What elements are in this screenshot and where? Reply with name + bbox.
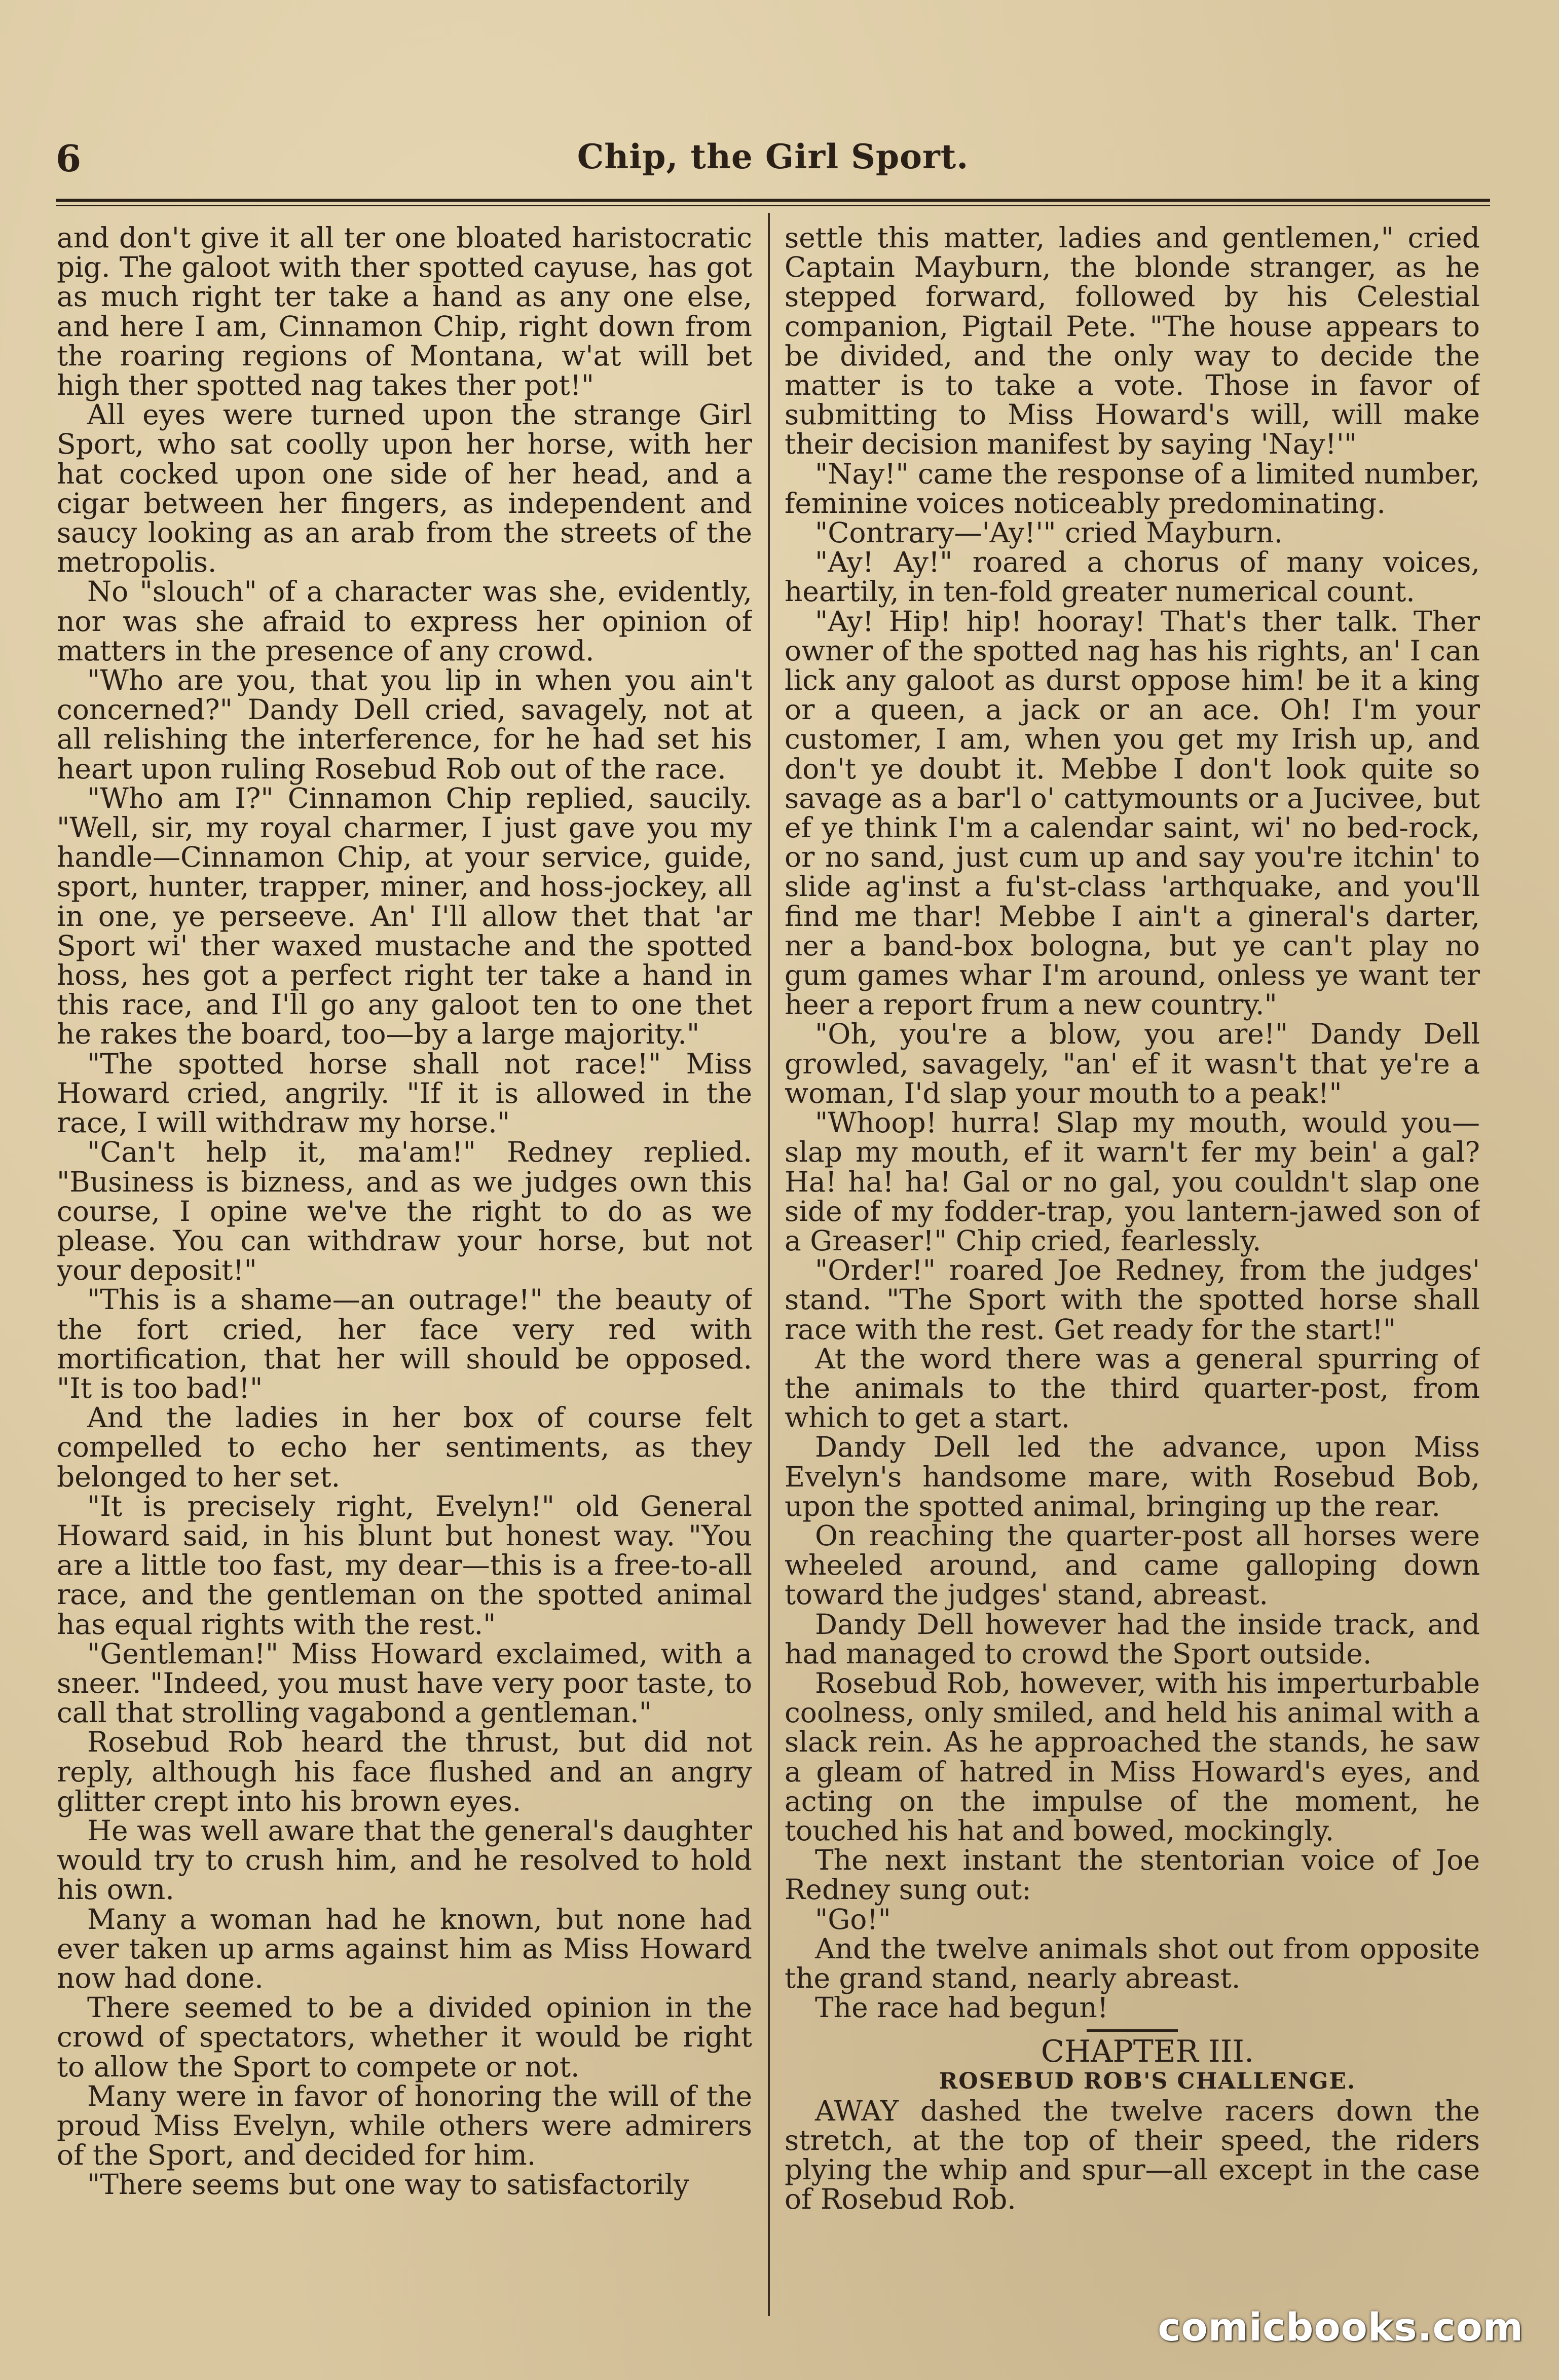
paragraph: "Ay! Hip! hip! hooray! That's ther talk. Ther owner of the spotted nag has his rights, an' I can lick any galoot as durst oppose him! be it a king or a queen, a jack or an ace. Oh! I'm your customer, I am, when you get my Irish up, and don't ye doubt it. Mebbe I don't look quite so savage as a bar'l o' cattymounts or a Jucivee, but ef ye think I'm a calendar saint, wi' no bed-rock, or no sand, just cum up and say you're itchin' to slide ag'inst a fu'st-class 'arthquake, and you'll find me thar! Mebbe I ain't a gineral's darter, ner a band-box bologna, but ye can't play no gum games whar I'm around, onless ye want ter heer a report frum a new country." <box>785 605 1480 1021</box>
paragraph: "Go!" <box>815 1903 891 1936</box>
paragraph: He was well aware that the general's daughter would try to crush him, and he resolved to hold his own. <box>57 1814 752 1906</box>
paragraph: "Who am I?" Cinnamon Chip replied, saucily. "Well, sir, my royal charmer, I just gave you my handle—Cinnamon Chip, at your service, guide, sport, hunter, trapper, miner, and hoss-jockey, all in one, ye perseeve. An' I'll allow thet that 'ar Sport wi' ther waxed mustache and the spotted hoss, hes got a perfect right ter take a hand in this race, and I'll go any galoot ten to one thet he rakes the board, too—by a large majority." <box>57 782 752 1051</box>
paragraph: "It is precisely right, Evelyn!" old General Howard said, in his blunt but honest way. "You are a little too fast, my dear—this is a free-to-all race, and the gentleman on the spotted animal has equal rights with the rest." <box>57 1490 752 1641</box>
paragraph: And the ladies in her box of course felt compelled to echo her sentiments, as they belonged to her set. <box>57 1401 752 1493</box>
paragraph: Rosebud Rob, however, with his imperturbable coolness, only smiled, and held his animal with a slack rein. As he approached the stands, he saw a gleam of hatred in Miss Howard's eyes, and acting on the impulse of the moment, he touched his hat and bowed, mockingly. <box>785 1666 1480 1847</box>
running-title: Chip, the Girl Sport. <box>577 137 969 176</box>
paragraph: settle this matter, ladies and gentlemen," cried Captain Mayburn, the blonde stranger, as he stepped forward, followed by his Celestial companion, Pigtail Pete. "The house appears to be divided, and the only way to decide the matter is to take a vote. Those in favor of submitting to Miss Howard's will, will make their decision manifest by saying 'Nay!'" <box>785 223 1480 461</box>
site-watermark: comicbooks.com <box>1158 2304 1524 2350</box>
header-rule <box>56 199 1490 206</box>
paragraph: "Nay!" came the response of a limited number, feminine voices noticeably predominating. <box>785 457 1480 519</box>
page-number: 6 <box>56 137 82 180</box>
paragraph: "Ay! Ay!" roared a chorus of many voices, heartily, in ten-fold greater numerical count. <box>785 546 1480 608</box>
paragraph: "The spotted horse shall not race!" Miss Howard cried, angrily. "If it is allowed in the race, I will withdraw my horse." <box>57 1047 752 1139</box>
paragraph: On reaching the quarter-post all horses were wheeled around, and came galloping down toward the judges' stand, abreast. <box>785 1519 1480 1611</box>
paragraph: All eyes were turned upon the strange Girl Sport, who sat coolly upon her horse, with her hat cocked upon one side of her head, and a cigar between her fingers, as independent and saucy looking as an arab from the streets of the metropolis. <box>57 398 752 579</box>
paragraph: Dandy Dell however had the inside track, and had managed to crowd the Sport outside. <box>785 1608 1480 1670</box>
right-column <box>785 223 1480 2326</box>
paragraph: AWAY dashed the twelve racers down the stretch, at the top of their speed, the riders plying the whip and spur—all except in the case of Rosebud Rob. <box>785 2094 1480 2216</box>
paragraph: "Who are you, that you lip in when you ain't concerned?" Dandy Dell cried, savagely, not at all relishing the interference, for he had set his heart upon ruling Rosebud Rob out of the race. <box>57 664 752 785</box>
paragraph: Rosebud Rob heard the thrust, but did not reply, although his face flushed and an angry glitter crept into his brown eyes. <box>57 1726 752 1817</box>
paragraph: "Whoop! hurra! Slap my mouth, would you—slap my mouth, ef it warn't fer my bein' a gal? Ha! ha! ha! Gal or no gal, you couldn't slap one side of my fodder-trap, you lantern-jawed son of a Greaser!" Chip cried, fearlessly. <box>785 1106 1480 1257</box>
paragraph: The next instant the stentorian voice of Joe Redney sung out: <box>785 1844 1480 1906</box>
chapter-heading: CHAPTER III. <box>1041 2034 1254 2070</box>
chapter-rule <box>1087 2029 1178 2032</box>
paragraph: "This is a shame—an outrage!" the beauty of the fort cried, her face very red with mortification, that her will should be opposed. "It is too bad!" <box>57 1283 752 1404</box>
paragraph: and don't give it all ter one bloated haristocratic pig. The galoot with ther spotted cayuse, has got as much right ter take a hand as any one else, and here I am, Cinnamon Chip, right down from the roaring regions of Montana, w'at will bet high ther spotted nag takes ther pot!" <box>57 223 752 402</box>
paragraph: Dandy Dell led the advance, upon Miss Evelyn's handsome mare, with Rosebud Bob, upon the spotted animal, bringing up the rear. <box>785 1431 1480 1522</box>
paragraph: "Contrary—'Ay!'" cried Mayburn. <box>815 516 1283 549</box>
chapter-subtitle: ROSEBUD ROB'S CHALLENGE. <box>939 2068 1356 2094</box>
paragraph: At the word there was a general spurring of the animals to the third quarter-post, from which to get a start. <box>785 1342 1480 1434</box>
paragraph: "Oh, you're a blow, you are!" Dandy Dell growled, savagely, "an' ef it wasn't that ye're a woman, I'd slap your mouth to a peak!" <box>785 1018 1480 1109</box>
page-header <box>56 137 1490 193</box>
left-column <box>57 223 752 2326</box>
paragraph: Many were in favor of honoring the will of the proud Miss Evelyn, while others were admirers of the Sport, and decided for him. <box>57 2079 752 2172</box>
paragraph: The race had begun! <box>815 1991 1108 2024</box>
column-divider <box>768 213 770 2316</box>
paragraph: There seemed to be a divided opinion in the crowd of spectators, whether it would be right to allow the Sport to compete or not. <box>57 1991 752 2083</box>
paragraph: No "slouch" of a character was she, evidently, nor was she afraid to express her opinion of matters in the presence of any crowd. <box>57 575 752 667</box>
paragraph: "There seems but one way to satisfactorily <box>87 2168 690 2201</box>
paragraph: "Can't help it, ma'am!" Redney replied. "Business is bizness, and as we judges own this course, I opine we've the right to do as we please. You can withdraw your horse, but not your deposit!" <box>57 1136 752 1287</box>
paragraph: And the twelve animals shot out from opposite the grand stand, nearly abreast. <box>785 1932 1480 1994</box>
paragraph: "Order!" roared Joe Redney, from the judges' stand. "The Sport with the spotted horse shall race with the rest. Get ready for the start!" <box>785 1254 1480 1346</box>
paragraph: Many a woman had he known, but none had ever taken up arms against him as Miss Howard now had done. <box>57 1903 752 1994</box>
paragraph: "Gentleman!" Miss Howard exclaimed, with a sneer. "Indeed, you must have very poor taste, to call that strolling vagabond a gentleman." <box>57 1637 752 1729</box>
